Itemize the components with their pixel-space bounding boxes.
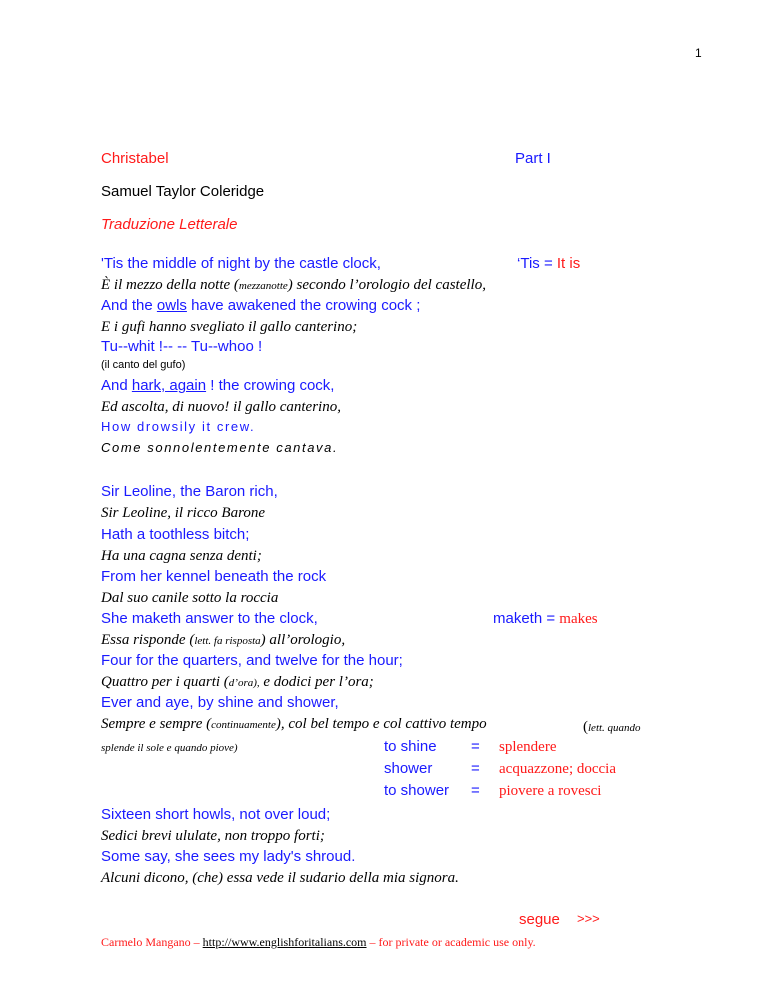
gloss-term: maketh = — [493, 610, 560, 627]
line-5-english: How drowsily it crew. — [101, 419, 256, 434]
english-text: And — [101, 377, 132, 394]
line-12-english: Sixteen short howls, not over loud; — [101, 806, 331, 823]
footer-credit — [101, 935, 536, 950]
line-1-english: 'Tis the middle of night by the castle clock, — [101, 255, 381, 272]
glossary-equals: = — [471, 738, 480, 755]
line-1-italian — [101, 277, 486, 294]
glossary-equals: = — [471, 760, 480, 777]
glossary-term: to shower — [384, 782, 450, 799]
line-4-english — [101, 377, 334, 394]
italian-text: Sempre e sempre ( — [101, 716, 212, 732]
italian-text: È il mezzo della notte ( — [101, 277, 239, 293]
underlined-phrase: hark, again — [131, 377, 207, 394]
glossary-term: to shine — [384, 738, 437, 755]
note-text: lett. quando — [588, 722, 641, 734]
line-11-italian — [101, 716, 487, 733]
gloss-definition: makes — [559, 611, 598, 627]
line-3-english: Tu--whit !-- -- Tu--whoo ! — [101, 338, 263, 355]
glossary-term: shower — [384, 760, 433, 777]
line-11-english: Ever and aye, by shine and shower, — [101, 694, 339, 711]
line-2-english — [101, 297, 420, 314]
italian-text: ), col bel tempo e col cattivo tempo — [275, 716, 487, 732]
continue-label: segue — [519, 911, 560, 928]
line-13-english: Some say, she sees my lady's shroud. — [101, 848, 356, 865]
line-9-gloss — [493, 610, 598, 628]
line-13-italian: Alcuni dicono, (che) essa vede il sudario della mia signora. — [101, 870, 459, 886]
line-6-italian: Sir Leoline, il ricco Barone — [101, 505, 266, 521]
credit-notice: – for private or academic use only. — [366, 935, 536, 949]
line-5-italian: Come sonnolentemente cantava. — [101, 440, 339, 455]
line-10-english: Four for the quarters, and twelve for the hour; — [101, 652, 403, 669]
italian-text: Quattro per i quarti ( — [101, 674, 229, 690]
glossary-row — [384, 782, 601, 800]
line-10-italian — [101, 674, 374, 691]
continue-arrows[interactable]: >>> — [577, 911, 600, 926]
glossary-definition: piovere a rovesci — [499, 783, 602, 799]
italian-note: mezzanotte — [238, 280, 288, 292]
part-label: Part I — [515, 150, 551, 167]
italian-note: d’ora), — [228, 677, 260, 689]
italian-note: continuamente — [211, 719, 276, 731]
glossary-definition: splendere — [499, 739, 557, 755]
gloss-term: ‘Tis = — [517, 255, 557, 272]
line-3-note: (il canto del gufo) — [101, 359, 186, 371]
line-8-italian: Dal suo canile sotto la roccia — [101, 590, 279, 606]
english-text: And the — [101, 297, 157, 314]
line-1-gloss — [517, 255, 580, 272]
line-9-italian — [101, 632, 345, 649]
glossary-row — [384, 760, 616, 778]
line-6-english: Sir Leoline, the Baron rich, — [101, 483, 278, 500]
glossary-equals: = — [471, 782, 480, 799]
note-paren: ( — [583, 719, 588, 735]
glossary-row — [384, 738, 556, 756]
italian-note: lett. fa risposta — [194, 635, 261, 647]
translation-subtitle: Traduzione Letterale — [101, 216, 238, 233]
line-8-english: From her kennel beneath the rock — [101, 568, 327, 585]
english-text: have awakened the crowing cock ; — [186, 297, 421, 314]
line-2-italian: E i gufi hanno svegliato il gallo canterino; — [101, 319, 358, 335]
line-9-english: She maketh answer to the clock, — [101, 610, 318, 627]
line-7-italian: Ha una cagna senza denti; — [101, 548, 262, 564]
italian-text: e dodici per l’ora; — [259, 674, 374, 690]
italian-text: Essa risponde ( — [101, 632, 195, 648]
line-12-italian: Sedici brevi ululate, non troppo forti; — [101, 828, 325, 844]
italian-text: ) secondo l’orologio del castello, — [287, 277, 486, 293]
author-name: Samuel Taylor Coleridge — [101, 183, 265, 200]
line-4-italian: Ed ascolta, di nuovo! il gallo canterino, — [101, 399, 341, 415]
underlined-word: owls — [156, 297, 187, 314]
credit-author: Carmelo Mangano – — [101, 935, 203, 949]
line-11-note-continued: splende il sole e quando piove) — [101, 742, 238, 754]
credit-link[interactable]: http://www.englishforitalians.com — [202, 935, 367, 949]
italian-text: ) all’orologio, — [260, 632, 346, 648]
gloss-definition: It is — [556, 255, 581, 272]
poem-title: Christabel — [101, 150, 169, 167]
line-11-note — [583, 719, 641, 736]
line-7-english: Hath a toothless bitch; — [101, 526, 250, 543]
page-number: 1 — [695, 46, 702, 60]
english-text: ! the crowing cock, — [206, 377, 335, 394]
glossary-definition: acquazzone; doccia — [499, 761, 617, 777]
